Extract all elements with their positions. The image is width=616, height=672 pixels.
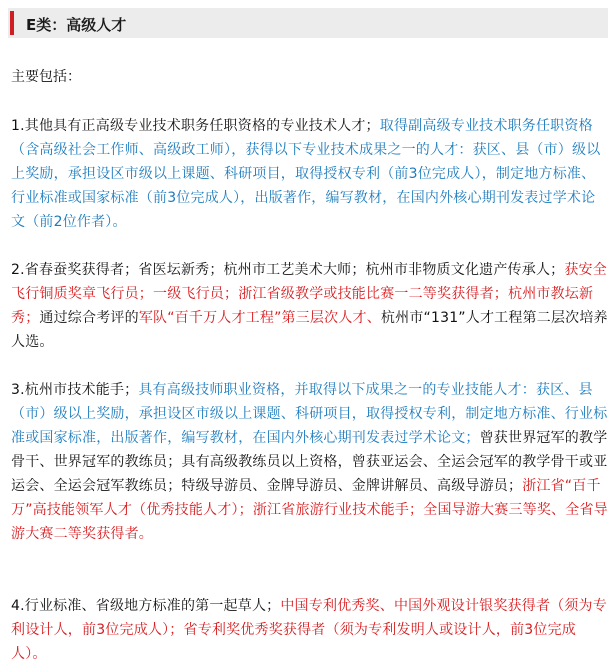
item-1-highlight-blue: 取得副高级专业技术职务任职资格（含高级社会工作师、高级政工师），获得以下专业技术成果之一的人才：获区、县（市）级以上奖励，承担设区市级以上课题、科研项目，取得授权专利（前3位完成人），制定地方标准、行业标准或国家标准（前3位完成人），出版著作，编写教材，在国内外核心期刊发表过学术论文（前2位作者）。: [11, 118, 601, 230]
item-2-text: 2.省春蚕奖获得者；省医坛新秀；杭州市工艺美术大师；杭州市非物质文化遗产传承人；: [11, 262, 565, 278]
item-3-highlight-blue: 具有高级技师职业资格，并取得以下成果之一的专业技能人才：获区、县（市）级以上奖励，承担设区市级以上课题、科研项目，取得授权专利，制定地方标准、行业标准或国家标准，出版著作，编写教材，在国内外核心期刊发表过学术论文；: [11, 382, 608, 446]
item-2-text-end: 杭州市“131”人才工程第二层次培养人选。: [11, 310, 608, 350]
item-2-highlight-red: 获安全飞行铜质奖章飞行员；一级飞行员；浙江省级教学或技能比赛一二等奖获得者；杭州市教坛新秀；: [11, 262, 607, 326]
item-3-text: 3.杭州市技术能手；: [11, 382, 139, 398]
category-item-2: [11, 258, 609, 354]
intro-text: 主要包括：: [11, 69, 81, 85]
category-item-4: [11, 594, 609, 666]
item-3-text-mid: 曾获世界冠军的教学骨干、世界冠军的教练员；具有高级教练员以上资格，曾获亚运会、全运会冠军的教学骨干或亚运会、全运会冠军教练员；特级导游员、金牌导游员、金牌讲解员、高级导游员；: [11, 430, 608, 494]
category-item-1: [11, 114, 609, 234]
category-item-3: [11, 378, 609, 546]
item-2-highlight-red-2: 军队“百千万人才工程”第三层次人才、: [138, 310, 381, 326]
item-1-text: 1.其他具有正高级专业技术职务任职资格的专业技术人才；: [11, 118, 380, 134]
item-4-highlight-red: 中国专利优秀奖、中国外观设计银奖获得者（须为专利设计人，前3位完成人）；省专利奖优秀奖获得者（须为专利发明人或设计人，前3位完成人）。: [11, 598, 607, 662]
item-4-text: 4.行业标准、省级地方标准的第一起草人；: [11, 598, 281, 614]
section-header: [8, 8, 608, 38]
item-3-highlight-red: 浙江省“百千万”高技能领军人才（优秀技能人才）；浙江省旅游行业技术能手；全国导游大赛三等奖、全省导游大赛二等奖获得者。: [11, 478, 608, 542]
header-accent-bar: [10, 11, 14, 35]
section-title: E类：高级人才: [26, 16, 127, 34]
item-2-text-mid: 通过综合考评的: [39, 310, 139, 326]
